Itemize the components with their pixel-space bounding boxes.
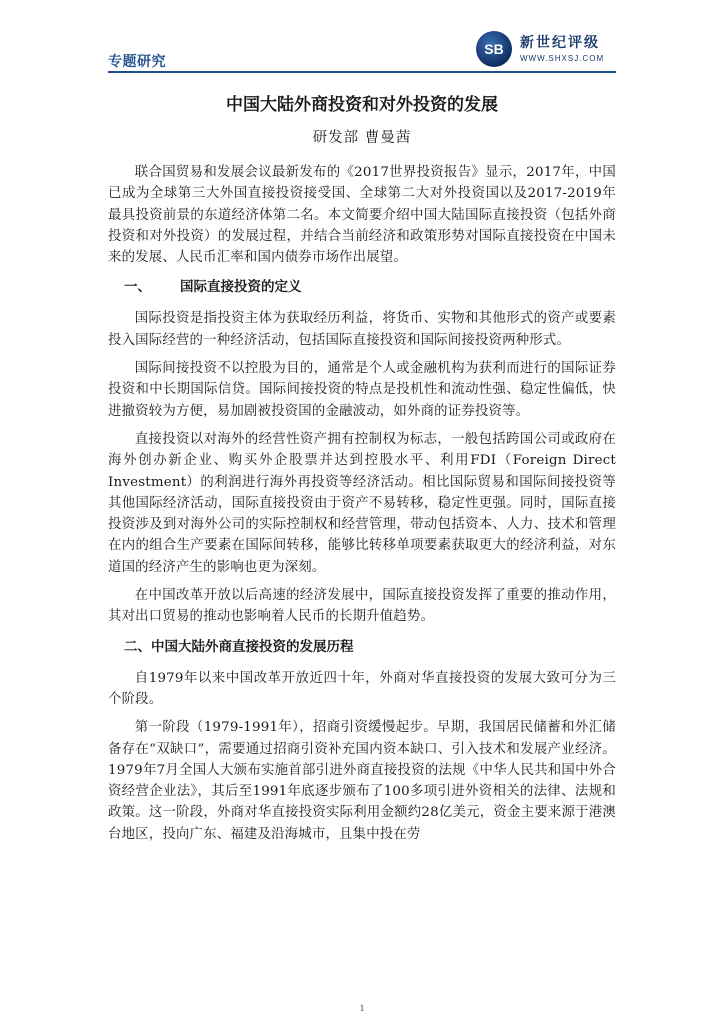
paragraph: 国际间接投资不以控股为目的，通常是个人或金融机构为获利而进行的国际证券投资和中长期国际信贷。国际间接投资的特点是投机性和流动性强、稳定性偏低，快进撤资较为方便，易加剧被投资国的金融波动，如外商的证券投资等。 (108, 361, 616, 419)
section-2-title: 中国大陆外商直接投资的发展历程 (151, 638, 354, 655)
paragraph: 国际投资是指投资主体为获取经历利益，将货币、实物和其他形式的资产或要素投入国际经营的一种经济活动，包括国际直接投资和国际间接投资两种形式。 (108, 311, 616, 348)
logo (476, 30, 616, 68)
article (108, 92, 616, 852)
article-title: 中国大陆外商投资和对外投资的发展 (226, 95, 498, 115)
article-author: 研发部 曹曼茜 (312, 130, 412, 146)
section-2-heading (124, 636, 616, 658)
page-header (108, 30, 616, 72)
logo-name: 新世纪评级 (520, 35, 600, 51)
section-2-number: 二、 (124, 638, 151, 655)
section-1-number: 一、 (124, 279, 151, 296)
section-tag: 专题研究 (108, 54, 166, 70)
paragraph: 在中国改革开放以后高速的经济发展中，国际直接投资发挥了重要的推动作用，其对出口贸易的推动也影响着人民币的长期升值趋势。 (108, 588, 616, 625)
paragraph: 直接投资以对海外的经营性资产拥有控制权为标志，一般包括跨国公司或政府在海外创办新企业、购买外企股票并达到控股水平、利用FDI（Foreign Direct Investment）的利润进行海外再投资等经济活动。相比国际贸易和国际间接投资等其他国际经济活动，国际直接投资由于资产不易转移，稳定性更强。同时，国际直接投资涉及到对海外公司的实际控制权和经营管理，带动包括资本、人力、技术和管理在内的组合生产要素在国际间转移，能够比转移单项要素获取更大的经济利益，对东道国的经济产生的影响也更为深刻。 (108, 431, 616, 575)
header-divider (108, 71, 616, 73)
page-number: 1 (359, 1003, 365, 1013)
section-1-heading (124, 276, 616, 298)
paragraph: 第一阶段（1979-1991年），招商引资缓慢起步。早期，我国居民储蓄和外汇储备存在“双缺口”，需要通过招商引资补充国内资本缺口、引入技术和发展产业经济。1979年7月全国人大颁布实施首部引进外商直接投资的法规《中华人民共和国中外合资经营企业法》，其后至1991年底逐步颁布了100多项引进外资相关的法律、法规和政策。这一阶段，外商对华直接投资实际利用金额约28亿美元，资金主要来源于港澳台地区，投向广东、福建及沿海城市，且集中投在劳 (108, 720, 616, 842)
logo-url: WWW.SHXSJ.COM (520, 54, 605, 63)
section-1-title: 国际直接投资的定义 (180, 279, 302, 296)
paragraph: 自1979年以来中国改革开放近四十年，外商对华直接投资的发展大致可分为三个阶段。 (108, 670, 616, 707)
logo-emblem: SB (476, 31, 512, 67)
intro-paragraph: 联合国贸易和发展会议最新发布的《2017世界投资报告》显示，2017年，中国已成为全球第三大外国直接投资接受国、全球第二大对外投资国以及2017-2019年最具投资前景的东道经济体第二名。本文简要介绍中国大陆国际直接投资（包括外商投资和对外投资）的发展过程，并结合当前经济和政策形势对国际直接投资在中国未来的发展、人民币汇率和国内债券市场作出展望。 (108, 165, 616, 266)
